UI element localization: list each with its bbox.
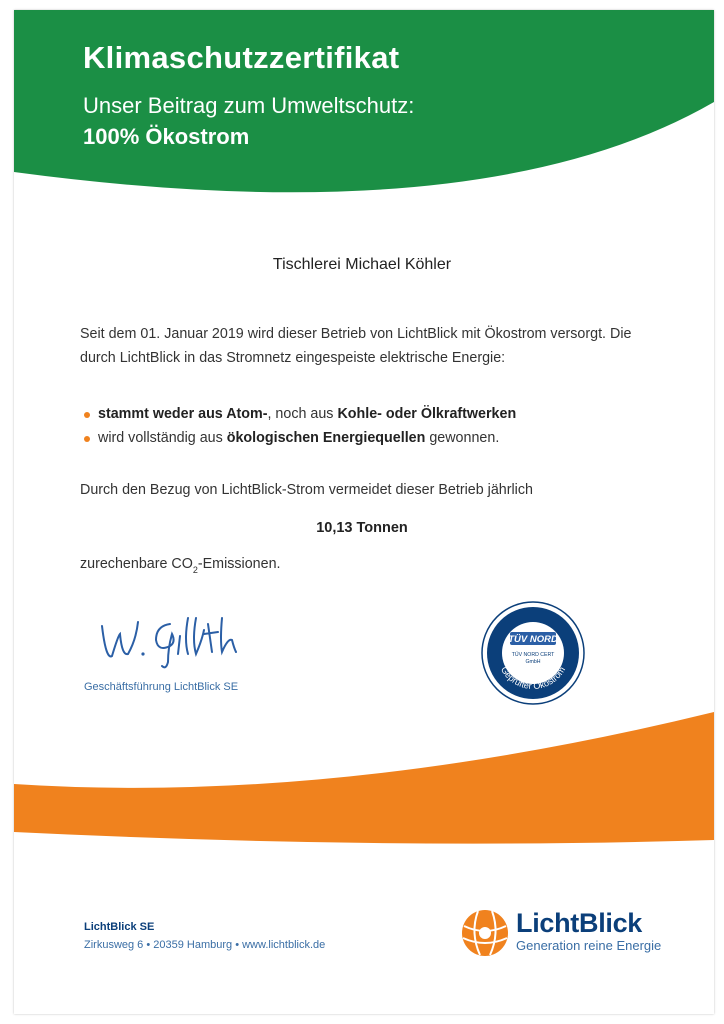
bullet-text-bold: Kohle- oder Ölkraftwerken	[337, 406, 517, 422]
bullet-list	[82, 402, 662, 450]
bullet-text: wird vollständig aus	[98, 430, 227, 446]
bullet-dot	[84, 412, 90, 418]
svg-text:TÜV NORD CERT: TÜV NORD CERT	[511, 652, 555, 658]
logo-tagline: Generation reine Energie	[516, 938, 662, 953]
bullet-text-bold: ökologischen Energiequellen	[226, 430, 426, 446]
svg-text:TÜV NORD: TÜV NORD	[508, 634, 558, 645]
footer-company: LichtBlick SE	[84, 921, 155, 933]
lichtblick-logo	[460, 906, 690, 962]
recipient-name: Tischlerei Michael Köhler	[272, 256, 452, 273]
footer-address: Zirkusweg 6 • 20359 Hamburg • www.lichtblick.de	[84, 939, 326, 951]
bullet-text: gewonnen.	[425, 430, 500, 446]
bullet-text-bold: stammt weder aus Atom-	[98, 406, 268, 422]
logo-globe-icon	[460, 908, 510, 958]
bullet-dot	[84, 436, 90, 442]
emissions-text: zurechenbare $CO_2$-Emissionen.	[80, 556, 281, 575]
intro-paragraph: Seit dem 01. Januar 2019 wird dieser Betrieb von LichtBlick mit Ökostrom versorgt. Die durch LichtBlick in das Stromnetz eingespeiste elektrische Energie:	[80, 326, 632, 366]
certificate-title: Klimaschutzzertifikat	[83, 40, 400, 75]
signature-caption: Geschäftsführung LichtBlick SE	[84, 681, 239, 693]
statement-text: Durch den Bezug von LichtBlick-Strom vermeidet dieser Betrieb jährlich	[80, 482, 533, 498]
logo-wordmark: LichtBlick	[516, 908, 643, 938]
signature-image	[96, 610, 246, 670]
tuv-seal-icon	[480, 600, 586, 706]
svg-text:GmbH: GmbH	[525, 659, 541, 665]
bullet-text: , noch aus	[267, 406, 338, 422]
footer-orange-band	[14, 700, 714, 850]
certificate-subtitle-bold: 100% Ökostrom	[83, 124, 250, 149]
certificate-subtitle: Unser Beitrag zum Umweltschutz:	[83, 93, 415, 118]
co2-amount: 10,13 Tonnen	[316, 520, 408, 536]
list-item	[82, 402, 662, 426]
svg-text:Geprüfter Ökostrom: Geprüfter Ökostrom	[498, 664, 568, 692]
list-item	[82, 426, 662, 450]
